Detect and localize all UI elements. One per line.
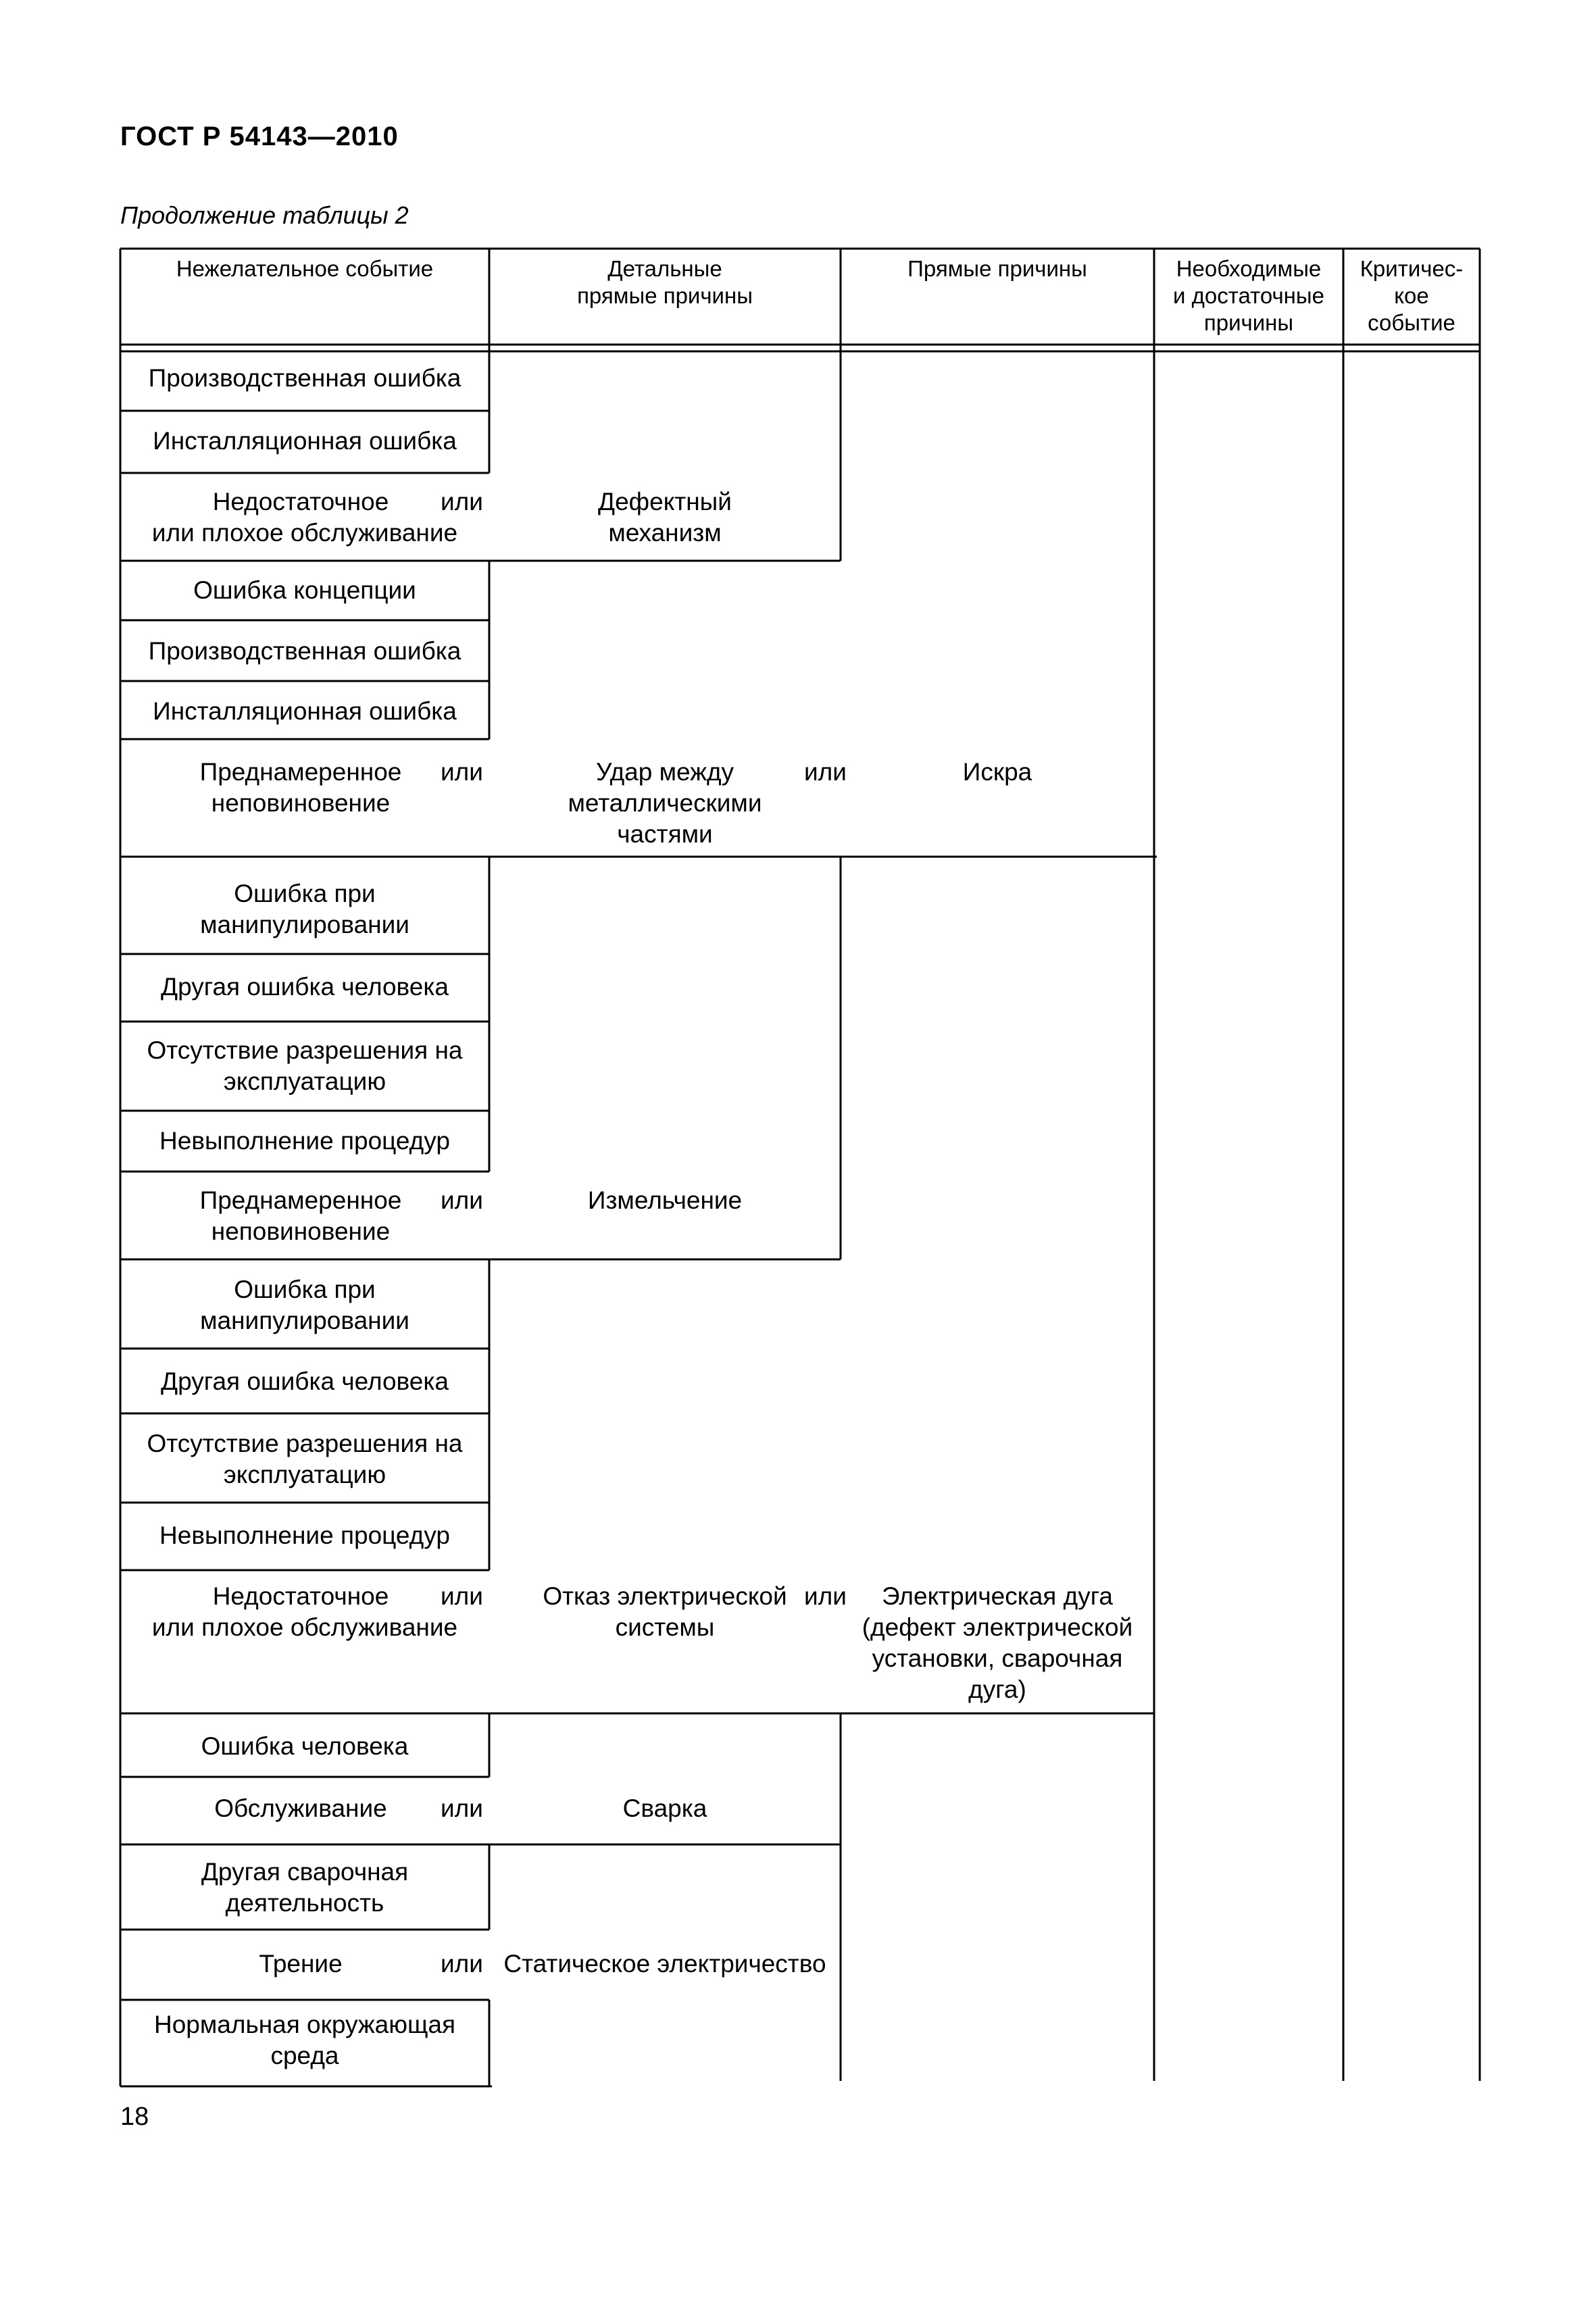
event-cell: Инсталляционная ошибка xyxy=(153,697,457,725)
event-cell: Обслуживание xyxy=(214,1794,387,1822)
event-cell: Отсутствие разрешения на xyxy=(147,1430,463,1457)
table-caption: Продолжение таблицы 2 xyxy=(120,201,409,229)
or-connector: или xyxy=(441,1186,483,1214)
header-detailed-causes-line2: прямые причины xyxy=(577,283,753,308)
event-cell: Производственная ошибка xyxy=(148,637,462,665)
event-cell: Недостаточное xyxy=(212,488,389,515)
event-cell: Преднамеренное xyxy=(199,758,402,786)
page-number: 18 xyxy=(120,2103,149,2131)
event-cell: Ошибка при xyxy=(234,1276,376,1303)
event-cell: Невыполнение процедур xyxy=(159,1521,450,1549)
direct-cause-cell: (дефект электрической xyxy=(862,1613,1133,1641)
event-cell: Ошибка при xyxy=(234,880,376,907)
detailed-cause-cell: металлическими xyxy=(568,789,762,817)
direct-cause-cell: дуга) xyxy=(968,1676,1026,1703)
event-cell: манипулировании xyxy=(200,911,409,938)
header-critical-line2: кое xyxy=(1394,283,1429,308)
header-direct-causes: Прямые причины xyxy=(907,256,1087,281)
event-cell: Нормальная окружающая xyxy=(153,2011,456,2038)
event-cell: среда xyxy=(270,2042,339,2069)
header-undesired-event: Нежелательное событие xyxy=(176,256,434,281)
detailed-cause-cell: Сварка xyxy=(622,1794,707,1822)
header-detailed-causes-line1: Детальные xyxy=(607,256,722,281)
direct-cause-cell: Искра xyxy=(962,758,1032,786)
detailed-cause-cell: Статическое электричество xyxy=(503,1950,826,1978)
event-cell: Другая сварочная xyxy=(201,1858,409,1886)
event-cell: Отсутствие разрешения на xyxy=(147,1036,463,1064)
detailed-cause-cell: Измельчение xyxy=(587,1186,743,1214)
event-cell: Ошибка человека xyxy=(201,1732,409,1760)
detailed-cause-cell: Удар между xyxy=(595,758,734,786)
event-cell: Ошибка концепции xyxy=(193,576,416,604)
event-cell: Другая ошибка человека xyxy=(161,1367,449,1395)
event-cell: Преднамеренное xyxy=(199,1186,402,1214)
header-necessary-line3: причины xyxy=(1203,310,1294,335)
or-connector: или xyxy=(441,1582,483,1610)
event-cell: эксплуатацию xyxy=(223,1067,386,1095)
event-cell: манипулировании xyxy=(200,1307,409,1334)
header-critical-line1: Критичес- xyxy=(1360,256,1464,281)
or-connector: или xyxy=(804,1582,847,1610)
or-connector: или xyxy=(441,1950,483,1978)
direct-cause-cell: установки, сварочная xyxy=(872,1644,1123,1672)
event-cell: или плохое обслуживание xyxy=(151,1613,458,1641)
event-cell: Другая ошибка человека xyxy=(161,973,449,1001)
detailed-cause-cell: Отказ электрической xyxy=(543,1582,787,1610)
header-necessary-line2: и достаточные xyxy=(1173,283,1324,308)
or-connector: или xyxy=(441,758,483,786)
event-cell: неповиновение xyxy=(211,789,391,817)
header-critical-line3: событие xyxy=(1368,310,1455,335)
or-connector: или xyxy=(441,488,483,515)
event-cell: неповиновение xyxy=(211,1217,391,1245)
event-cell: Инсталляционная ошибка xyxy=(153,427,457,455)
event-cell: Производственная ошибка xyxy=(148,364,462,392)
detailed-cause-cell: механизм xyxy=(608,519,722,547)
event-cell: Невыполнение процедур xyxy=(159,1127,450,1155)
direct-cause-cell: Электрическая дуга xyxy=(882,1582,1113,1610)
detailed-cause-cell: частями xyxy=(617,820,713,848)
event-cell: Трение xyxy=(259,1950,343,1978)
or-connector: или xyxy=(804,758,847,786)
detailed-cause-cell: Дефектный xyxy=(598,488,732,515)
or-connector: или xyxy=(441,1794,483,1822)
event-cell: эксплуатацию xyxy=(223,1461,386,1488)
event-cell: Недостаточное xyxy=(212,1582,389,1610)
event-cell: или плохое обслуживание xyxy=(151,519,458,547)
detailed-cause-cell: системы xyxy=(615,1613,715,1641)
event-cell: деятельность xyxy=(225,1889,384,1917)
document-title: ГОСТ Р 54143—2010 xyxy=(120,122,399,151)
header-necessary-line1: Необходимые xyxy=(1176,256,1322,281)
